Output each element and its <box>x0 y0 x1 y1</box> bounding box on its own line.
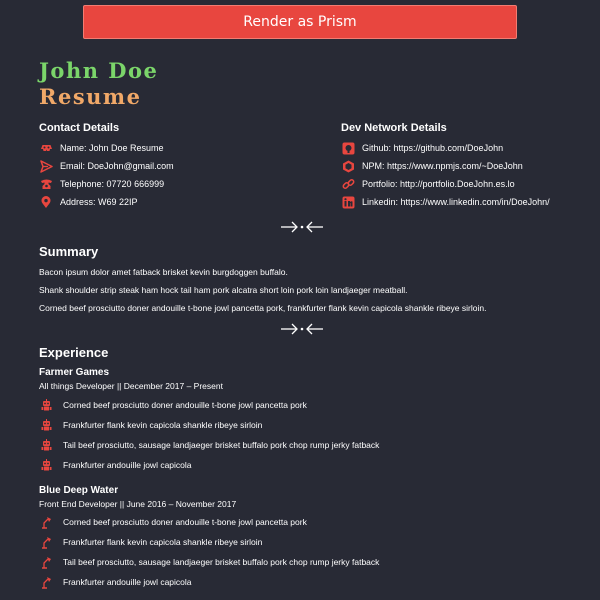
desk-lamp-icon <box>39 575 53 589</box>
summary-line: Bacon ipsum dolor amet fatback brisket kevin burgdoggen buffalo. <box>39 267 288 277</box>
resume-name: John Doe <box>39 58 159 83</box>
list-item <box>39 572 379 592</box>
dev-network-heading: Dev Network Details <box>341 122 447 134</box>
robot-icon <box>39 398 53 412</box>
link-icon <box>341 177 355 191</box>
bullet-text: Corned beef prosciutto doner andouille t-bone jowl pancetta pork <box>63 517 307 527</box>
collapse-divider-icon[interactable] <box>280 220 324 234</box>
job-bullet-list <box>39 512 379 592</box>
phone-icon <box>39 177 53 191</box>
portfolio-row[interactable] <box>341 175 550 193</box>
robot-icon <box>39 458 53 472</box>
portfolio-link[interactable]: Portfolio: http://portfolio.DoeJohn.es.lo <box>362 179 515 189</box>
summary-heading: Summary <box>39 244 99 259</box>
desk-lamp-icon <box>39 555 53 569</box>
dev-network-section <box>341 122 550 211</box>
job-company: Blue Deep Water <box>39 485 119 496</box>
list-item <box>39 395 379 415</box>
job-company: Farmer Games <box>39 367 110 378</box>
desk-lamp-icon <box>39 535 53 549</box>
bullet-text: Frankfurter andouille jowl capicola <box>63 460 192 470</box>
linkedin-icon <box>341 195 355 209</box>
job-role: Front End Developer || June 2016 – November 2017 <box>39 499 237 509</box>
bullet-text: Frankfurter flank kevin capicola shankle ribeye sirloin <box>63 420 263 430</box>
github-row[interactable] <box>341 139 550 157</box>
contact-address-text: Address: W69 22IP <box>60 197 138 207</box>
linkedin-link[interactable]: Linkedin: https://www.linkedin.com/in/DoeJohn/ <box>362 197 550 207</box>
linkedin-row[interactable] <box>341 193 550 211</box>
npm-icon <box>341 159 355 173</box>
collapse-divider-icon[interactable] <box>280 322 324 336</box>
paper-plane-icon <box>39 159 53 173</box>
bullet-text: Frankfurter andouille jowl capicola <box>63 577 192 587</box>
user-icon <box>39 141 53 155</box>
summary-line: Shank shoulder strip steak ham hock tail ham pork alcatra short loin pork loin landjaeger meatball. <box>39 285 408 295</box>
contact-email-row <box>39 157 174 175</box>
robot-icon <box>39 418 53 432</box>
list-item <box>39 415 379 435</box>
resume-subtitle: Resume <box>39 84 142 109</box>
bullet-text: Corned beef prosciutto doner andouille t-bone jowl pancetta pork <box>63 400 307 410</box>
list-item <box>39 455 379 475</box>
bullet-text: Tail beef prosciutto, sausage landjaeger brisket buffalo pork chop rump jerky fatback <box>63 440 380 450</box>
contact-name-text: Name: John Doe Resume <box>60 143 164 153</box>
contact-telephone-row <box>39 175 174 193</box>
job-role: All things Developer || December 2017 – Present <box>39 381 223 391</box>
render-as-prism-button[interactable]: Render as Prism <box>83 5 517 39</box>
contact-details-heading: Contact Details <box>39 122 120 134</box>
npm-row[interactable] <box>341 157 550 175</box>
bullet-text: Frankfurter flank kevin capicola shankle ribeye sirloin <box>63 537 263 547</box>
github-link[interactable]: Github: https://github.com/DoeJohn <box>362 143 504 153</box>
contact-name-row <box>39 139 174 157</box>
bullet-text: Tail beef prosciutto, sausage landjaeger brisket buffalo pork chop rump jerky fatback <box>63 557 380 567</box>
list-item <box>39 512 379 532</box>
npm-link[interactable]: NPM: https://www.npmjs.com/~DoeJohn <box>362 161 523 171</box>
experience-heading: Experience <box>39 345 109 360</box>
contact-telephone-text: Telephone: 07720 666999 <box>60 179 165 189</box>
job-bullet-list <box>39 395 379 475</box>
desk-lamp-icon <box>39 515 53 529</box>
map-pin-icon <box>39 195 53 209</box>
robot-icon <box>39 438 53 452</box>
contact-details-section <box>39 122 174 211</box>
list-item <box>39 435 379 455</box>
summary-line: Corned beef prosciutto doner andouille t-bone jowl pancetta pork, frankfurter flank kevin capicola shankle ribeye sirloin. <box>39 303 487 313</box>
list-item <box>39 552 379 572</box>
contact-email-text: Email: DoeJohn@gmail.com <box>60 161 174 171</box>
contact-address-row <box>39 193 174 211</box>
github-icon <box>341 141 355 155</box>
list-item <box>39 532 379 552</box>
